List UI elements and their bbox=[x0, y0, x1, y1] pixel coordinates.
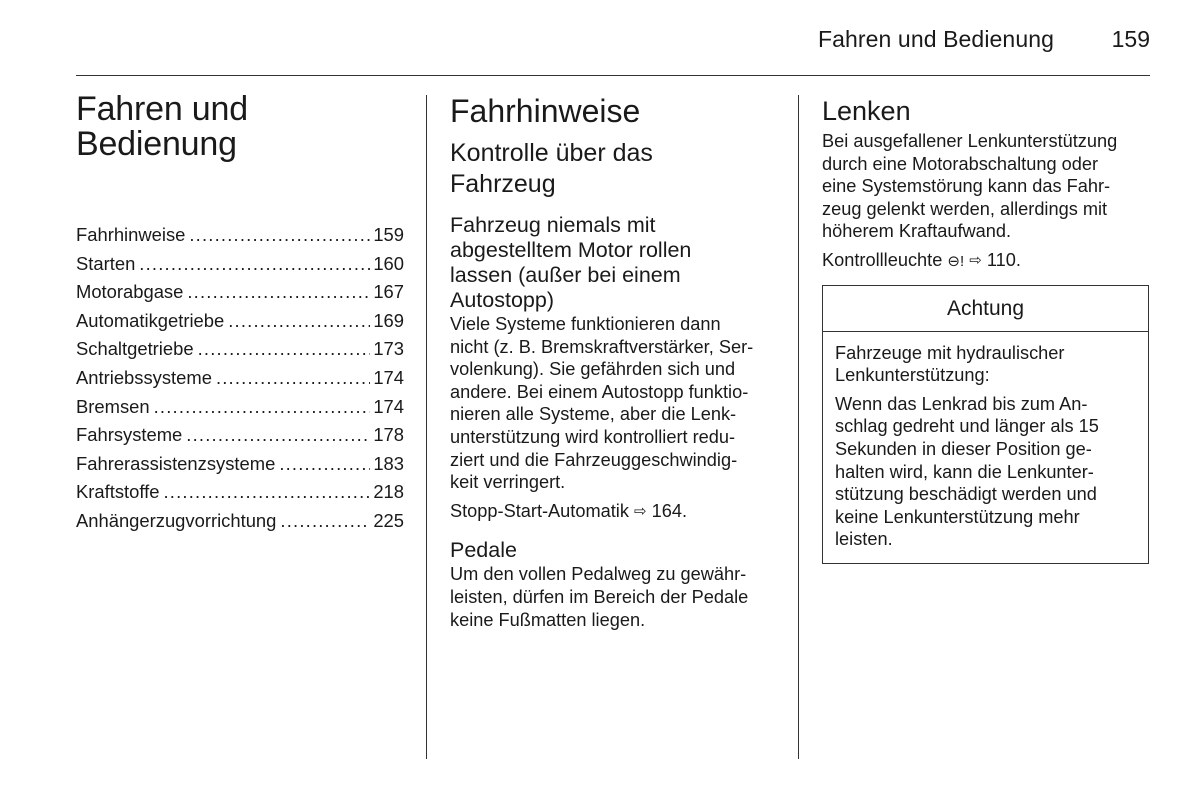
steering-warning-lamp-icon: ⊖! bbox=[947, 252, 965, 270]
body-line: nicht (z. B. Bremskraftverstärker, Ser- bbox=[450, 336, 754, 357]
toc-page: 159 bbox=[373, 224, 404, 245]
body-line: nieren alle Systeme, aber die Lenk- bbox=[450, 404, 737, 425]
toc-label: Schaltgetriebe bbox=[76, 338, 194, 360]
table-of-contents bbox=[76, 221, 404, 536]
body-line: keine Lenkunterstützung mehr bbox=[835, 506, 1080, 527]
toc-item-starten[interactable] bbox=[76, 250, 404, 279]
toc-page: 174 bbox=[373, 366, 404, 388]
toc-item-anhaengerzugvorrichtung[interactable] bbox=[76, 507, 404, 536]
toc-leader bbox=[216, 364, 370, 393]
column-divider-right bbox=[798, 95, 799, 759]
topic-heading-line: Fahrzeug niemals mit bbox=[450, 213, 656, 237]
body-line: Wenn das Lenkrad bis zum An- bbox=[835, 393, 1088, 414]
body-line: Viele Systeme funktionieren dann bbox=[450, 314, 721, 334]
subsection-title-line: Fahrzeug bbox=[450, 170, 556, 198]
body-line: Um den vollen Pedalweg zu gewähr- bbox=[450, 564, 747, 585]
warning-body bbox=[823, 332, 1148, 563]
toc-item-automatikgetriebe[interactable] bbox=[76, 307, 404, 336]
xref-page: 110. bbox=[986, 249, 1021, 270]
topic-heading-pedale: Pedale bbox=[450, 538, 517, 563]
warning-paragraph bbox=[835, 393, 1138, 551]
topic-heading-rollen bbox=[450, 213, 780, 313]
toc-page: 178 bbox=[373, 424, 404, 446]
body-line: Bei ausgefallener Lenkunterstützung bbox=[822, 131, 1118, 151]
fahrhinweise-column bbox=[450, 92, 780, 631]
toc-label: Kraftstoffe bbox=[76, 481, 160, 503]
toc-leader bbox=[187, 278, 370, 307]
body-line: keit verringert. bbox=[450, 472, 566, 493]
body-line: andere. Bei einem Autostopp funktio- bbox=[450, 381, 749, 402]
section-title-fahrhinweise: Fahrhinweise bbox=[450, 93, 641, 129]
xref-arrow-icon: ⇨ bbox=[633, 502, 647, 520]
page-number: 159 bbox=[1111, 26, 1150, 52]
toc-item-bremsen[interactable] bbox=[76, 393, 404, 422]
chapter-column bbox=[76, 92, 404, 536]
toc-label: Bremsen bbox=[76, 395, 150, 417]
toc-label: Fahrerassistenzsysteme bbox=[76, 452, 276, 474]
toc-page: 174 bbox=[373, 395, 404, 417]
body-line: keine Fußmatten liegen. bbox=[450, 609, 646, 630]
toc-label: Anhängerzugvorrichtung bbox=[76, 509, 277, 531]
header-rule bbox=[76, 75, 1150, 76]
toc-page: 160 bbox=[373, 252, 404, 274]
warning-box bbox=[822, 285, 1149, 564]
toc-item-kraftstoffe[interactable] bbox=[76, 478, 404, 507]
toc-label: Starten bbox=[76, 252, 136, 274]
subsection-title-kontrolle bbox=[450, 138, 780, 200]
toc-item-fahrhinweise[interactable] bbox=[76, 221, 404, 250]
body-line: leisten. bbox=[835, 529, 893, 550]
warning-paragraph bbox=[835, 342, 1138, 387]
toc-label: Antriebssysteme bbox=[76, 366, 212, 388]
warning-title: Achtung bbox=[823, 286, 1148, 332]
cross-reference-stopp-start[interactable] bbox=[450, 500, 780, 525]
toc-page: 173 bbox=[373, 338, 404, 360]
body-line: stützung beschädigt werden und bbox=[835, 484, 1097, 505]
body-line: zeug gelenkt werden, allerdings mit bbox=[822, 198, 1108, 219]
subsection-title-line: Kontrolle über das bbox=[450, 139, 653, 167]
toc-leader bbox=[198, 335, 371, 364]
toc-page: 218 bbox=[373, 481, 404, 503]
body-line: halten wird, kann die Lenkunter- bbox=[835, 461, 1094, 482]
toc-leader bbox=[139, 250, 370, 279]
toc-item-motorabgase[interactable] bbox=[76, 278, 404, 307]
body-line: eine Systemstörung kann das Fahr- bbox=[822, 176, 1111, 197]
cross-reference-kontrollleuchte[interactable] bbox=[822, 249, 1150, 274]
lenken-body bbox=[822, 130, 1150, 243]
toc-label: Fahrsysteme bbox=[76, 424, 183, 446]
toc-leader bbox=[186, 421, 370, 450]
chapter-title-line: Fahren und bbox=[76, 90, 248, 128]
chapter-title bbox=[76, 92, 404, 162]
body-line: schlag gedreht und länger als 15 bbox=[835, 416, 1099, 437]
body-line: durch eine Motorabschaltung oder bbox=[822, 153, 1099, 174]
page-header bbox=[76, 22, 1150, 62]
section-title-lenken: Lenken bbox=[822, 96, 911, 126]
toc-item-fahrsysteme[interactable] bbox=[76, 421, 404, 450]
column-divider-left bbox=[426, 95, 427, 759]
toc-page: 183 bbox=[373, 452, 404, 474]
toc-item-schaltgetriebe[interactable] bbox=[76, 335, 404, 364]
topic-body-pedale bbox=[450, 563, 780, 631]
chapter-title-line: Bedienung bbox=[76, 125, 237, 163]
toc-page: 169 bbox=[373, 309, 404, 331]
body-line: höherem Kraftaufwand. bbox=[822, 221, 1012, 242]
body-line: ziert und die Fahrzeuggeschwindig- bbox=[450, 449, 738, 470]
lenken-column bbox=[822, 92, 1150, 564]
xref-page: 164. bbox=[651, 500, 688, 521]
toc-leader bbox=[228, 307, 370, 336]
topic-heading-line: abgestelltem Motor rollen bbox=[450, 238, 692, 262]
toc-leader bbox=[279, 450, 370, 479]
body-line: Lenkunterstützung: bbox=[835, 365, 990, 386]
toc-label: Fahrhinweise bbox=[76, 224, 186, 245]
toc-page: 225 bbox=[373, 509, 404, 531]
topic-body-rollen bbox=[450, 313, 780, 494]
toc-item-antriebssysteme[interactable] bbox=[76, 364, 404, 393]
toc-leader bbox=[189, 221, 370, 250]
toc-label: Motorabgase bbox=[76, 281, 184, 303]
toc-page: 167 bbox=[373, 281, 404, 303]
body-line: Sekunden in dieser Position ge- bbox=[835, 438, 1092, 459]
topic-heading-line: Autostopp) bbox=[450, 288, 554, 312]
xref-arrow-icon: ⇨ bbox=[969, 251, 982, 269]
xref-label: Stopp-Start-Automatik bbox=[450, 500, 629, 521]
topic-heading-line: lassen (außer bei einem bbox=[450, 263, 681, 287]
toc-leader bbox=[164, 478, 371, 507]
body-line: leisten, dürfen im Bereich der Pedale bbox=[450, 586, 749, 607]
indicator-label: Kontrollleuchte bbox=[822, 249, 943, 270]
body-line: unterstützung wird kontrolliert redu- bbox=[450, 426, 736, 447]
running-header-title: Fahren und Bedienung bbox=[817, 26, 1054, 52]
body-line: volenkung). Sie gefährden sich und bbox=[450, 359, 736, 380]
body-line: Fahrzeuge mit hydraulischer bbox=[835, 342, 1065, 363]
toc-leader bbox=[154, 393, 371, 422]
toc-leader bbox=[280, 507, 370, 536]
toc-item-fahrerassistenzsysteme[interactable] bbox=[76, 450, 404, 479]
toc-label: Automatikgetriebe bbox=[76, 309, 225, 331]
